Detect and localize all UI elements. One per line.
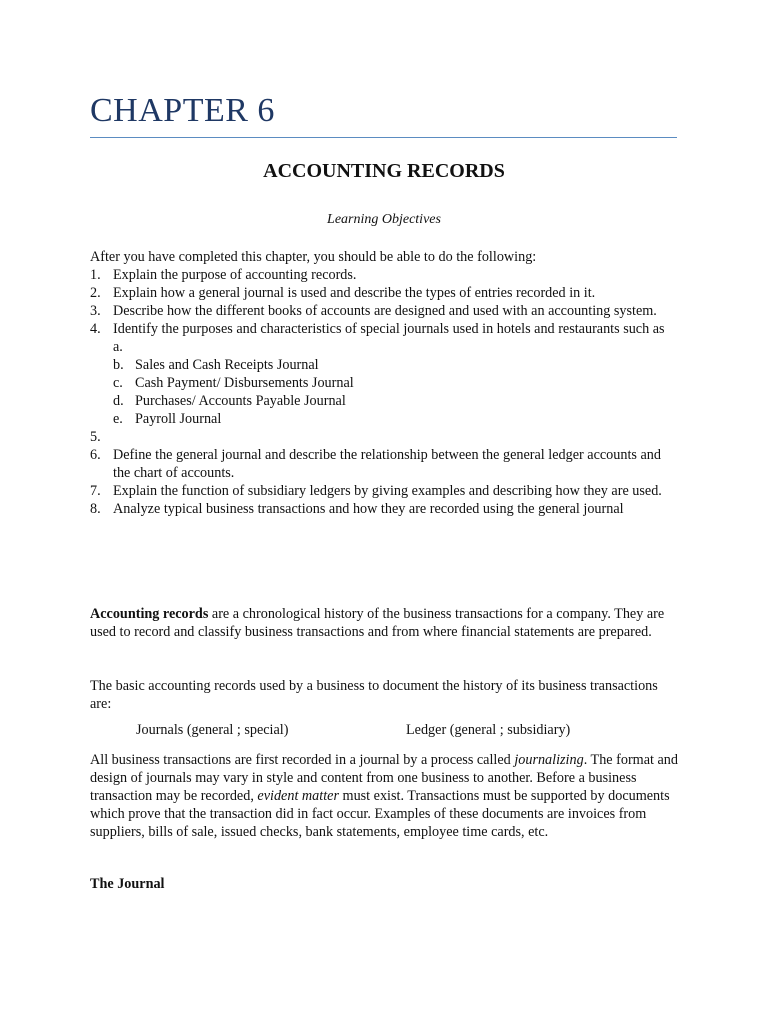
objective-text: Analyze typical business transactions and how they are recorded using the general journal [113, 501, 624, 517]
objective-item [90, 266, 680, 284]
the-journal-heading: The Journal [90, 876, 165, 892]
paragraph-text: . The format and design of journals may vary in style and content from one business to another. Before a business transaction may be recorded, [90, 752, 678, 804]
sub-item-text: Payroll Journal [135, 411, 222, 427]
chapter-title: CHAPTER 6 [90, 92, 275, 129]
objective-text: Explain how a general journal is used and describe the types of entries recorded in it. [113, 285, 596, 301]
paragraph-text: must exist. Transactions must be supported by documents which prove that the transaction did in fact occur. Examples of these documents are invoices from suppliers, bills of sale, issued checks, bank statements, employee time cards, etc. [90, 788, 670, 840]
journals-item: Journals (general ; special) [136, 722, 289, 738]
objective-item [90, 284, 680, 302]
sub-item [90, 410, 680, 428]
chapter-divider [90, 137, 677, 138]
term-journalizing: journalizing [514, 752, 584, 768]
objective-number: 2. [90, 285, 101, 301]
special-journals-list [90, 338, 680, 428]
basic-records-paragraph: The basic accounting records used by a business to document the history of its business transactions are: [90, 678, 658, 712]
sub-item [90, 392, 680, 410]
objective-number: 4. [90, 321, 101, 337]
objective-item [90, 428, 680, 446]
term-accounting-records: Accounting records [90, 606, 209, 622]
sub-item [90, 338, 680, 356]
ledger-item: Ledger (general ; subsidiary) [406, 722, 571, 738]
objective-number: 1. [90, 267, 101, 283]
paragraph-text: are a chronological history of the business transactions for a company. They are used to record and classify business transactions and from where financial statements are prepared. [90, 606, 665, 640]
sub-item-letter: c. [113, 375, 123, 391]
objective-number: 6. [90, 447, 101, 463]
sub-item [90, 374, 680, 392]
objective-item [90, 482, 680, 500]
objective-text: Define the general journal and describe the relationship between the general ledger accounts and the chart of accounts. [113, 447, 661, 481]
accounting-records-paragraph [90, 605, 680, 641]
objective-text: Describe how the different books of accounts are designed and used with an accounting system. [113, 303, 657, 319]
journalizing-paragraph [90, 751, 680, 841]
term-evident-matter: evident matter [257, 788, 339, 804]
objective-text: Identify the purposes and characteristics of special journals used in hotels and restaurants such as [113, 321, 665, 337]
sub-item-text: Cash Payment/ Disbursements Journal [135, 375, 354, 391]
objective-item [90, 302, 680, 320]
section-title: ACCOUNTING RECORDS [263, 160, 505, 182]
sub-item-text: Sales and Cash Receipts Journal [135, 357, 319, 373]
sub-item-letter: e. [113, 411, 123, 427]
objectives-list [90, 266, 680, 518]
objective-number: 7. [90, 483, 101, 499]
objective-number: 5. [90, 429, 101, 445]
sub-item-letter: d. [113, 393, 124, 409]
objective-text: Explain the purpose of accounting records. [113, 267, 357, 283]
objectives-intro: After you have completed this chapter, you should be able to do the following: [90, 249, 537, 265]
objective-text: Explain the function of subsidiary ledgers by giving examples and describing how they are used. [113, 483, 662, 499]
sub-item-letter: a. [113, 339, 123, 355]
objective-number: 8. [90, 501, 101, 517]
objective-item [90, 446, 680, 482]
objective-item [90, 500, 680, 518]
objective-number: 3. [90, 303, 101, 319]
paragraph-text: All business transactions are first recorded in a journal by a process called [90, 752, 515, 768]
learning-objectives-heading: Learning Objectives [327, 212, 441, 227]
objective-item [90, 320, 680, 338]
sub-item-letter: b. [113, 357, 124, 373]
sub-item [90, 356, 680, 374]
sub-item-text: Purchases/ Accounts Payable Journal [135, 393, 346, 409]
